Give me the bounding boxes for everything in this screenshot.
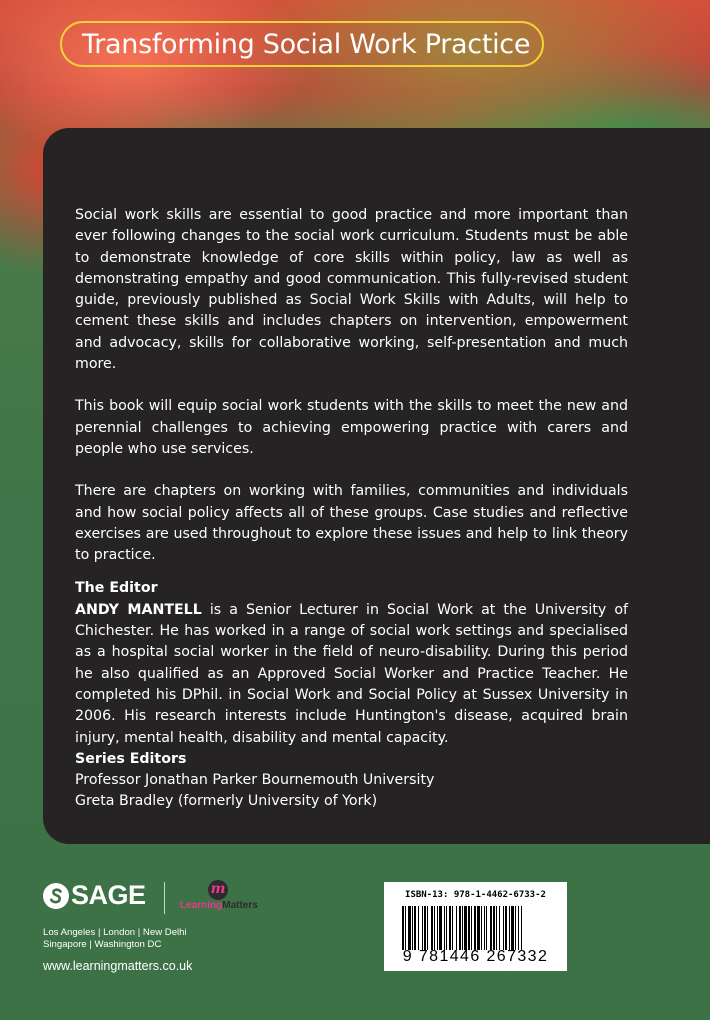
barcode-bar [499,906,500,950]
blurb-paragraph-1: Social work skills are essential to good practice and more important than ever following changes to the social work curriculum. Students must be able to demonstrate knowledge of core skills within policy, law as well as demonstrating empathy and good communication. This fully-revised student guide, previously published as Social Work Skills with Adults, will help to cement these skills and includes chapters on intervention, empowerment and advocacy, skills for collaborative working, self-presentation and much more. [75,207,628,373]
barcode-bar [402,906,404,950]
barcode-bar [515,906,516,950]
barcode-bars [402,906,552,950]
barcode-bar [424,906,426,950]
series-editor-2: Greta Bradley (formerly University of York) [75,793,378,810]
barcode-bar [484,906,485,950]
editor-heading: The Editor [75,580,158,597]
barcode-bar [490,906,492,950]
series-editors-heading: Series Editors [75,750,187,767]
barcode-bar [493,906,495,950]
barcode-bar [468,906,470,950]
editor-bio [75,600,628,749]
barcode-bar [474,906,476,950]
blurb-paragraph-2: This book will equip social work students with the skills to meet the new and perennial challenges to achieving empowering practice with carers and people who use services. [75,398,628,457]
barcode-bar [511,906,514,950]
barcode-bar [431,906,433,950]
editor-bio-text: is a Senior Lecturer in Social Work at the University of Chichester. He has worked in a range of social work settings and specialised as a hospital social worker in the field of neuro-disability. During this period he also qualified as an Approved Social Worker and Practice Teacher. He completed his DPhil. in Social Work and Social Policy at Sussex University in 2006. His research interests include Huntington's disease, acquired brain injury, mental health, disability and mental capacity. [75,601,629,746]
barcode-bar [462,906,463,950]
barcode-bar [408,906,411,950]
sage-logo [43,880,146,911]
barcode-bar [464,906,467,950]
publisher-website: www.learningmatters.co.uk [43,959,193,973]
barcode-bar [477,906,480,950]
barcode-bar [446,906,447,950]
barcode-bar [486,906,487,950]
logo-divider [164,882,165,914]
barcode-bar [505,906,507,950]
barcode-bar [521,906,522,950]
learning-matters-logo [178,880,260,914]
barcode-bar [496,906,497,950]
blurb-paragraph-3: There are chapters on working with families, communities and individuals and how social policy affects all of these groups. Case studies and reflective exercises are used throughout to explore these issues and help to link theory to practice. [75,483,628,564]
barcode-bar [444,906,445,950]
barcode-digits: 9 781446 267332 [402,948,549,965]
editor-name: ANDY MANTELL [75,601,202,618]
barcode-bar [456,906,457,950]
barcode [384,882,567,971]
barcode-bar [452,906,453,950]
barcode-bar [405,906,406,950]
back-cover-text [75,205,628,813]
series-editor-1: Professor Jonathan Parker Bournemouth University [75,772,435,789]
barcode-bar [518,906,519,950]
barcode-bar [414,906,416,950]
isbn-label: ISBN-13: 978-1-4462-6733-2 [405,890,546,900]
barcode-bar [412,906,413,950]
publisher-locations: Los Angeles | London | New Delhi Singapore | Washington DC [43,927,187,950]
barcode-bar [449,906,451,950]
barcode-bar [439,906,442,950]
sage-s-icon [43,883,69,909]
learning-matters-wordmark: LearningMatters [180,900,258,911]
barcode-bar [481,906,482,950]
barcode-bar [503,906,504,950]
barcode-bar [471,906,472,950]
barcode-bar [459,906,461,950]
barcode-bar [422,906,423,950]
learning-matters-mark-icon: m [208,880,228,900]
barcode-bar [509,906,510,950]
sage-wordmark: SAGE [71,880,146,910]
title-banner [60,21,544,67]
barcode-bar [437,906,438,950]
barcode-bar [434,906,435,950]
barcode-bar [418,906,419,950]
series-title: Transforming Social Work Practice [82,28,531,60]
barcode-bar [427,906,428,950]
